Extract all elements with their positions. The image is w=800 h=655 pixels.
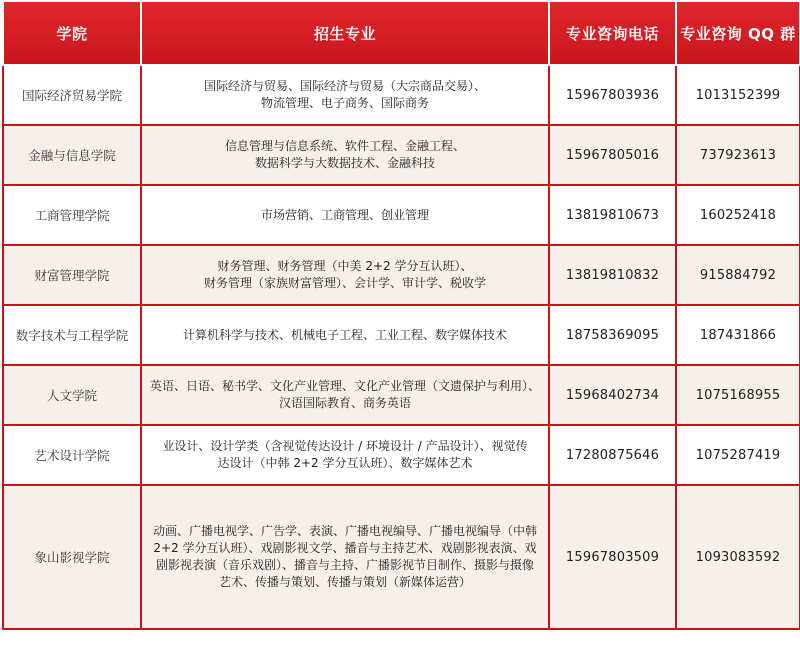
phone-number: 15967803509 <box>549 485 676 629</box>
college-name: 艺术设计学院 <box>3 425 141 485</box>
majors-cell <box>141 485 549 629</box>
majors-line: 英语、日语、秘书学、文化产业管理、文化产业管理（文遗保护与利用）、 <box>149 379 540 393</box>
majors-cell <box>141 305 549 365</box>
majors-line: 计算机科学与技术、机械电子工程、工业工程、数字媒体技术 <box>182 327 507 342</box>
table-row <box>3 365 800 425</box>
college-name: 财富管理学院 <box>3 245 141 305</box>
table-row <box>3 485 800 629</box>
phone-number: 13819810673 <box>549 185 676 245</box>
college-name: 象山影视学院 <box>3 485 141 629</box>
college-name: 金融与信息学院 <box>3 125 141 185</box>
table-row <box>3 425 800 485</box>
table-row <box>3 125 800 185</box>
qq-group-number: 1075287419 <box>676 425 800 485</box>
majors-cell <box>141 125 549 185</box>
majors-line: 物流管理、电子商务、国际商务 <box>260 96 429 110</box>
majors-line: 达设计（中韩 2+2 学分互认班）、数字媒体艺术 <box>217 456 473 470</box>
phone-number: 17280875646 <box>549 425 676 485</box>
header-row <box>3 1 800 65</box>
table-row <box>3 305 800 365</box>
majors-line: 动画、广播电视学、广告学、表演、广播电视编导、广播电视编导（中韩 <box>152 524 537 538</box>
header-college: 学院 <box>3 1 141 65</box>
majors-cell <box>141 65 549 125</box>
phone-number: 18758369095 <box>549 305 676 365</box>
majors-line: 财务管理（家族财富管理）、会计学、审计学、税收学 <box>203 276 486 290</box>
majors-line: 业设计、设计学类（含视觉传达设计 / 环境设计 / 产品设计）、视觉传 <box>162 439 528 453</box>
majors-line: 2+2 学分互认班）、戏剧影视文学、播音与主持艺术、戏剧影视表演、戏 <box>153 541 537 555</box>
phone-number: 15967805016 <box>549 125 676 185</box>
qq-group-number: 915884792 <box>676 245 800 305</box>
header-phone: 专业咨询电话 <box>549 1 676 65</box>
majors-line: 财务管理、财务管理（中美 2+2 学分互认班）、 <box>217 259 473 273</box>
majors-line: 市场营销、工商管理、创业管理 <box>260 207 429 222</box>
phone-number: 15967803936 <box>549 65 676 125</box>
majors-cell <box>141 185 549 245</box>
majors-cell <box>141 245 549 305</box>
majors-line: 艺术、传播与策划、传播与策划（新媒体运营） <box>218 575 471 589</box>
header-qq: 专业咨询 QQ 群 <box>676 1 800 65</box>
qq-group-number: 160252418 <box>676 185 800 245</box>
majors-line: 汉语国际教育、商务英语 <box>278 396 411 410</box>
header-majors: 招生专业 <box>141 1 549 65</box>
table-row <box>3 65 800 125</box>
college-name: 数字技术与工程学院 <box>3 305 141 365</box>
college-name: 人文学院 <box>3 365 141 425</box>
table-row <box>3 185 800 245</box>
phone-number: 13819810832 <box>549 245 676 305</box>
admissions-table <box>2 0 800 630</box>
phone-number: 15968402734 <box>549 365 676 425</box>
qq-group-number: 187431866 <box>676 305 800 365</box>
majors-cell <box>141 365 549 425</box>
college-name: 国际经济贸易学院 <box>3 65 141 125</box>
majors-line: 剧影视表演（音乐戏剧）、播音与主持、广播影视节目制作、摄影与摄像 <box>155 558 534 572</box>
college-name: 工商管理学院 <box>3 185 141 245</box>
table-row <box>3 245 800 305</box>
majors-line: 数据科学与大数据技术、金融科技 <box>254 156 435 170</box>
qq-group-number: 737923613 <box>676 125 800 185</box>
qq-group-number: 1075168955 <box>676 365 800 425</box>
majors-line: 信息管理与信息系统、软件工程、金融工程、 <box>224 139 465 153</box>
majors-line: 国际经济与贸易、国际经济与贸易（大宗商品交易）、 <box>203 79 486 93</box>
majors-cell <box>141 425 549 485</box>
qq-group-number: 1013152399 <box>676 65 800 125</box>
qq-group-number: 1093083592 <box>676 485 800 629</box>
